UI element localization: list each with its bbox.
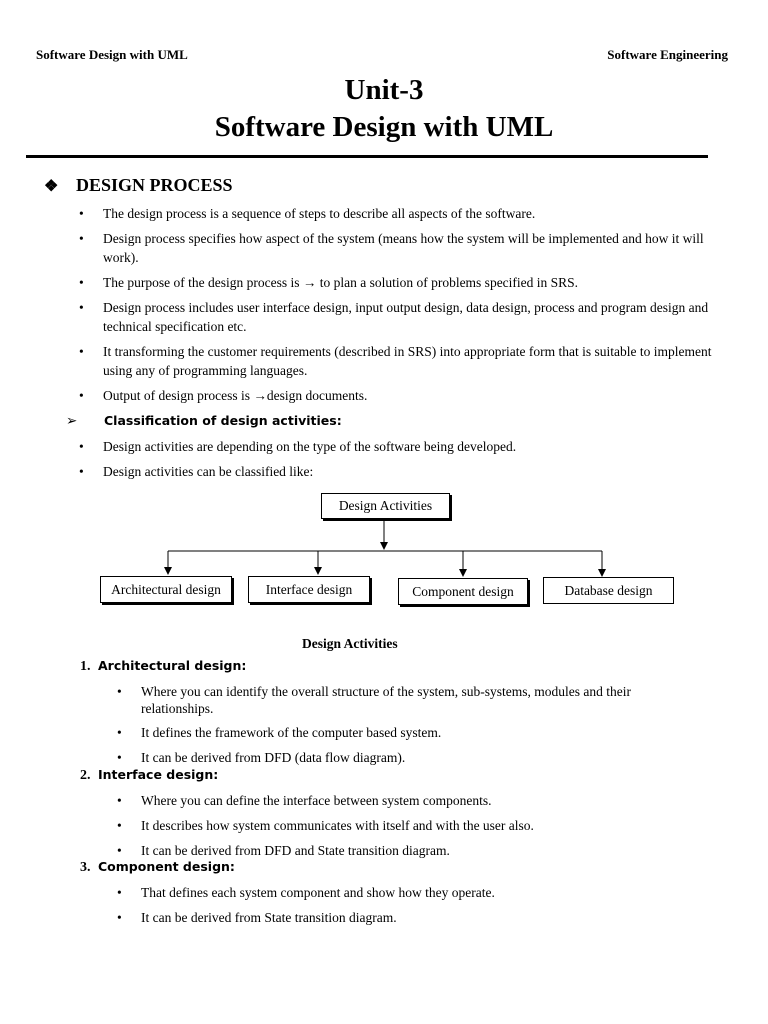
architectural-design-list: [117, 683, 701, 773]
classification-list: [79, 437, 733, 487]
list-item: • It describes how system communicates with itself and with the user also.: [117, 818, 534, 833]
diagram-box-component: Component design: [398, 578, 528, 605]
component-design-heading: 3. Component design:: [80, 859, 235, 875]
list-item: • It defines the framework of the computer based system.: [117, 725, 442, 740]
diagram-box-architectural: Architectural design: [100, 576, 232, 603]
diagram-caption: Design Activities: [302, 636, 398, 651]
section-heading: [44, 175, 233, 196]
list-item: • The purpose of the design process is → to plan a solution of problems specified in SRS.: [79, 275, 579, 290]
architectural-design-heading: 1. Architectural design:: [80, 658, 247, 674]
list-item: • Design process includes user interface design, input output design, data design, process and program design and technical specification etc.: [79, 300, 709, 334]
unit-title: Unit-3: [344, 74, 424, 106]
list-item: • Where you can identify the overall structure of the system, sub-systems, modules and their relationships.: [117, 684, 631, 716]
arrow-bullet-icon: ➢: [66, 413, 78, 429]
list-item: • Where you can define the interface between system components.: [117, 793, 492, 808]
list-item: • Output of design process is →design documents.: [79, 388, 368, 403]
diagram-root-box: Design Activities: [321, 493, 450, 519]
list-item: • It can be derived from DFD (data flow diagram).: [117, 750, 406, 765]
running-header-left: Software Design with UML: [36, 47, 188, 62]
diagram-box-database: Database design: [543, 577, 674, 604]
component-design-list: [117, 883, 701, 933]
classification-heading: [66, 413, 342, 429]
list-item: • It transforming the customer requirements (described in SRS) into appropriate form that is suitable to implement using any of programming languages.: [79, 344, 712, 378]
list-item: • It can be derived from State transition diagram.: [117, 910, 397, 925]
classification-heading-text: Classification of design activities:: [104, 413, 342, 428]
list-item: • Design process specifies how aspect of the system (means how the system will be implemented and how it will work).: [79, 231, 704, 265]
diamond-bullet-icon: ❖: [44, 178, 59, 195]
list-item: • Design activities can be classified like:: [79, 464, 314, 479]
running-header-right: Software Engineering: [607, 47, 728, 62]
list-item: • Design activities are depending on the type of the software being developed.: [79, 439, 517, 454]
unit-subtitle: Software Design with UML: [214, 111, 554, 143]
interface-design-heading: 2. Interface design:: [80, 767, 219, 783]
list-item: • It can be derived from DFD and State transition diagram.: [117, 843, 450, 858]
interface-design-list: [117, 791, 701, 866]
diagram-box-interface: Interface design: [248, 576, 370, 603]
design-process-list: [79, 204, 733, 411]
list-item: • That defines each system component and show how they operate.: [117, 885, 495, 900]
title-rule: [26, 155, 708, 158]
list-item: • The design process is a sequence of steps to describe all aspects of the software.: [79, 206, 536, 221]
section-heading-text: DESIGN PROCESS: [76, 175, 233, 195]
